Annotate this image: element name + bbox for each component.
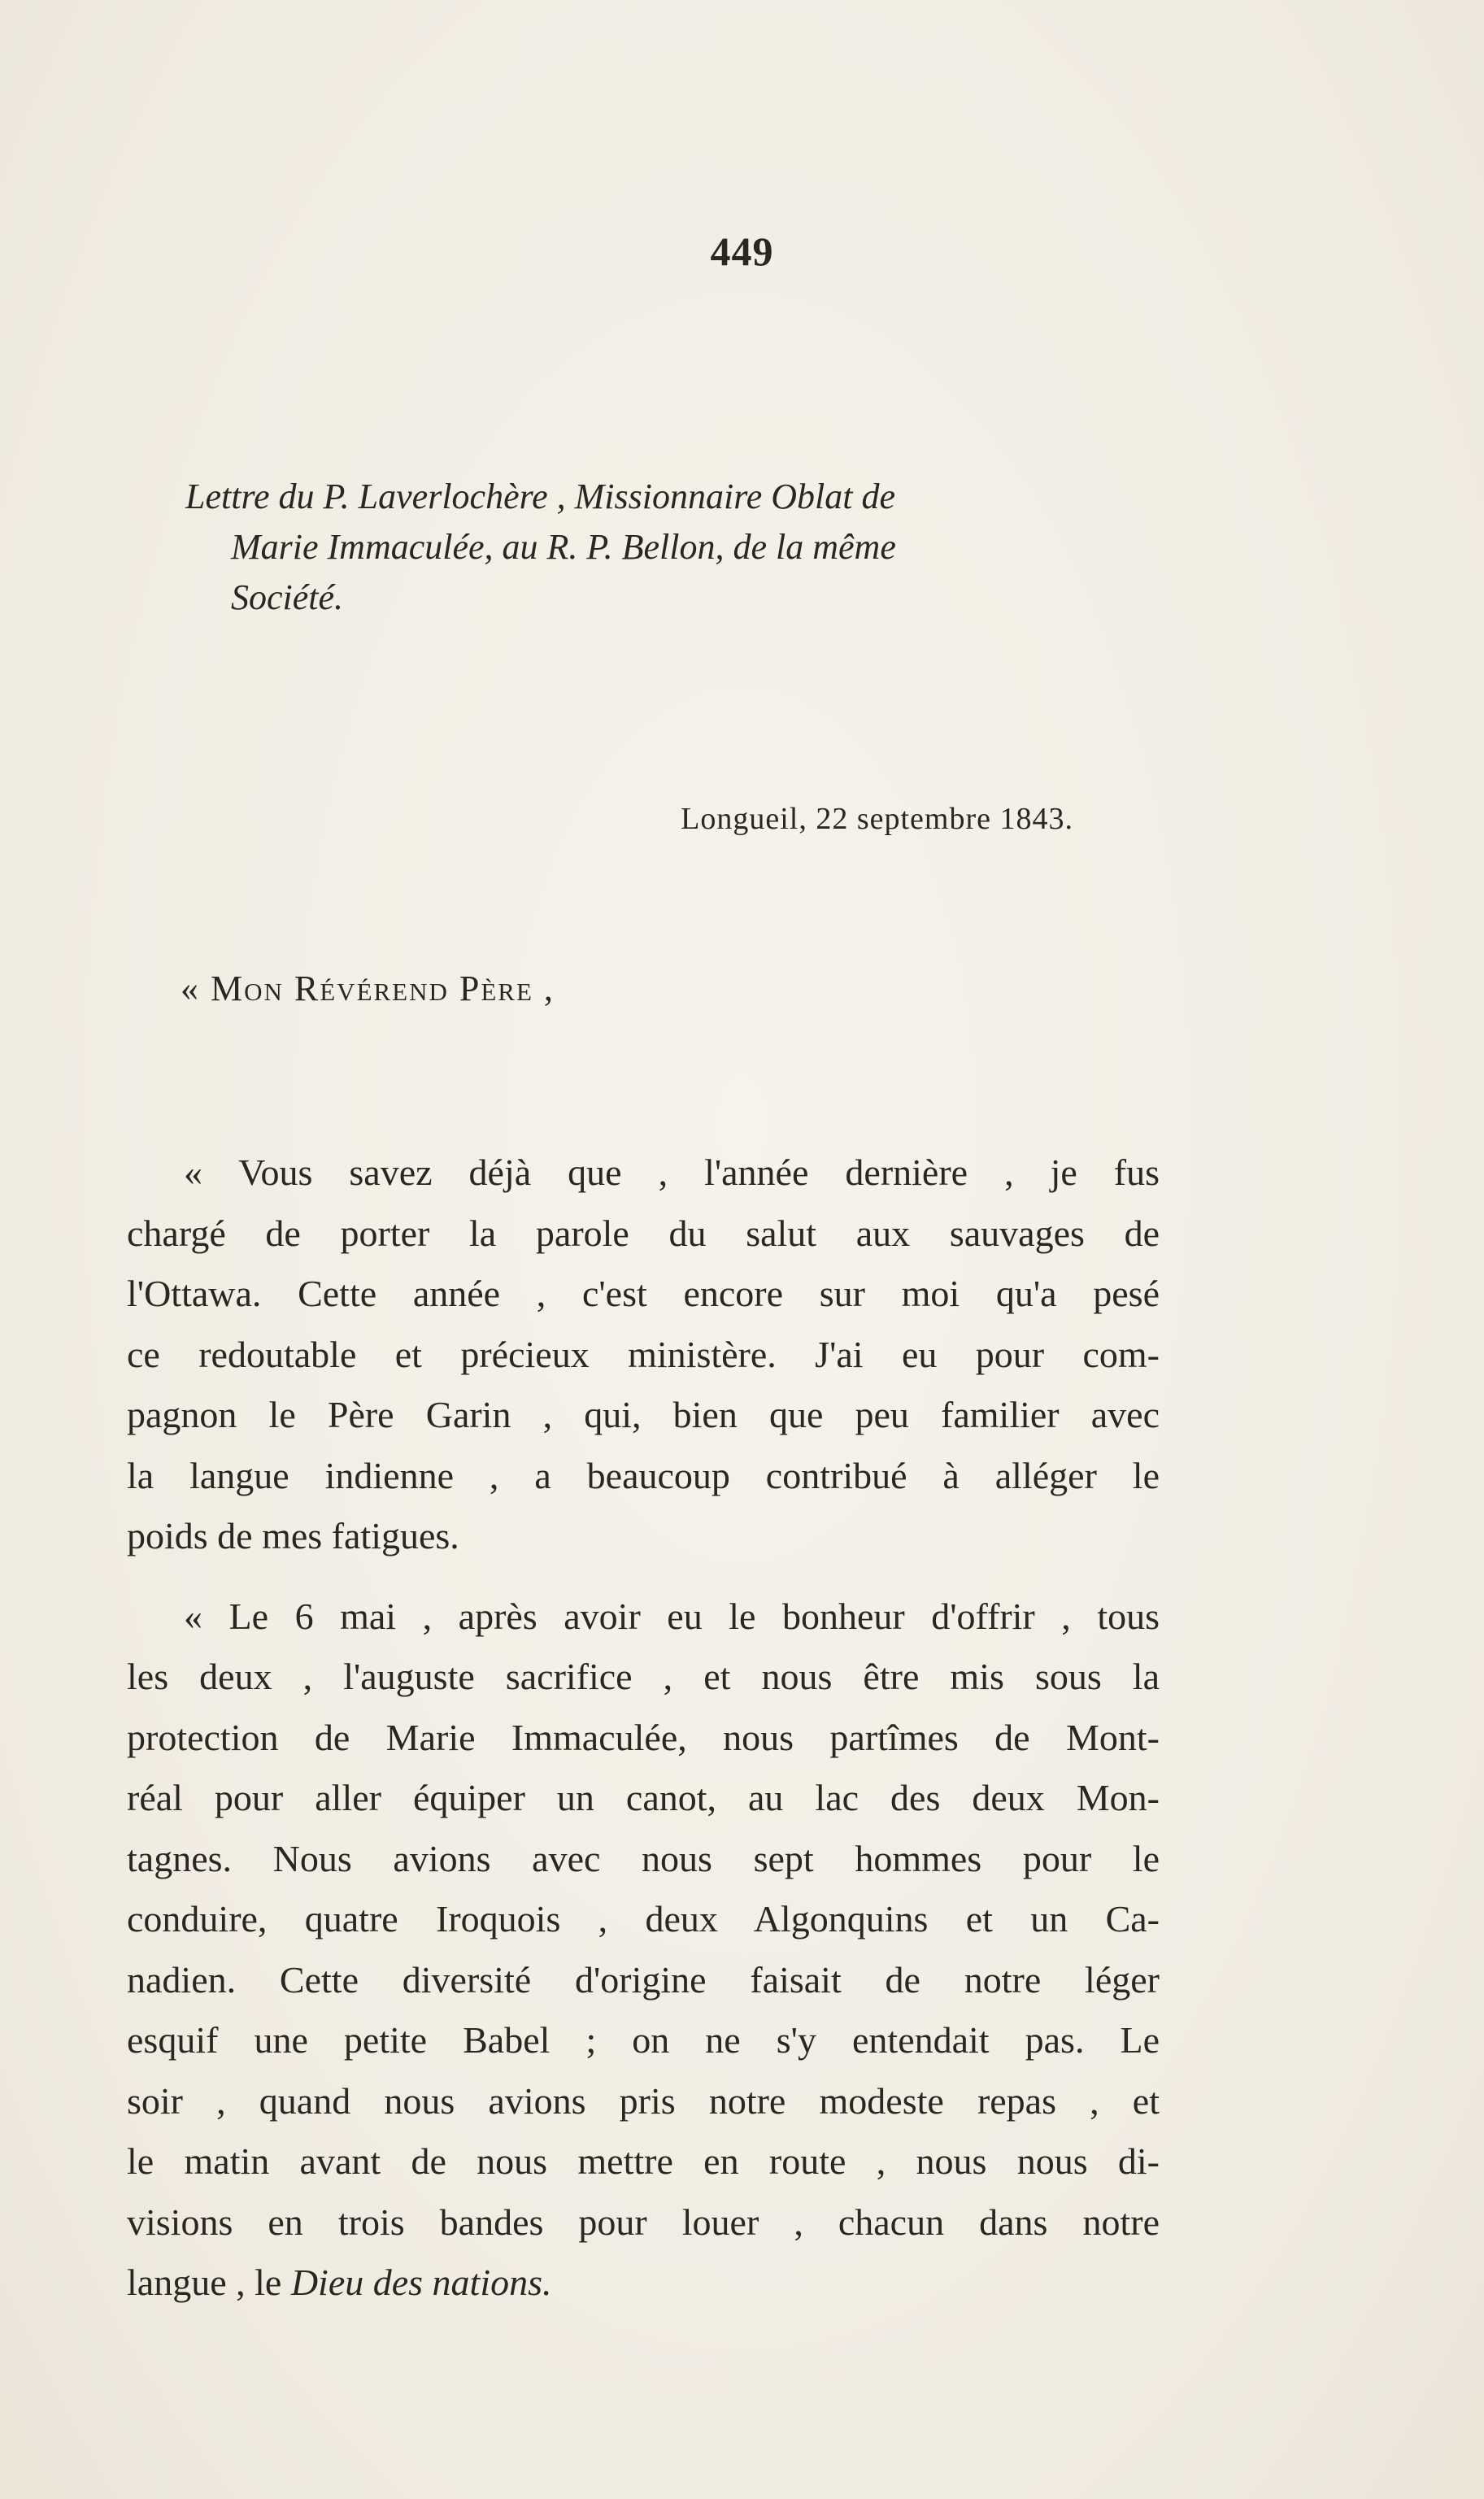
text-line: chargé de porter la parole du salut aux sauvages de xyxy=(127,1212,1160,1254)
italic-phrase: Dieu des nations. xyxy=(290,2262,552,2303)
text-line: l'Ottawa. Cette année , c'est encore sur moi qu'a pesé xyxy=(127,1273,1160,1314)
text-line-prefix: langue , le xyxy=(127,2262,291,2303)
text-line: « Vous savez déjà que , l'année dernière , je fus xyxy=(184,1152,1160,1193)
title-line: Lettre du P. Laverlochère , Missionnaire Oblat de xyxy=(185,477,895,516)
title-line: Société. xyxy=(231,577,344,617)
text-line: réal pour aller équiper un canot, au lac des deux Mon- xyxy=(127,1777,1160,1818)
dateline: Longueil, 22 septembre 1843. xyxy=(681,802,1073,836)
text-line: nadien. Cette diversité d'origine faisait de notre léger xyxy=(127,1958,1160,2001)
letter-title xyxy=(185,472,1145,623)
text-line: conduire, quatre Iroquois , deux Algonquins et un Ca- xyxy=(127,1898,1160,1940)
text-line: protection de Marie Immaculée, nous partîmes de Mont- xyxy=(127,1716,1160,1758)
text-line-final xyxy=(127,2253,1160,2314)
text-line: visions en trois bandes pour louer , chacun dans notre xyxy=(127,2201,1160,2243)
paragraph-gap xyxy=(127,1567,1160,1587)
text-line: les deux , l'auguste sacrifice , et nous être mis sous la xyxy=(127,1656,1160,1697)
text-line: esquif une petite Babel ; on ne s'y entendait pas. Le xyxy=(127,2019,1160,2061)
text-line: tagnes. Nous avions avec nous sept hommes pour le xyxy=(127,1837,1160,1879)
text-line: poids de mes fatigues. xyxy=(127,1515,459,1556)
page-number: 449 xyxy=(710,229,774,274)
text-line: pagnon le Père Garin , qui, bien que peu familier avec xyxy=(127,1394,1160,1435)
text-line: la langue indienne , a beaucoup contribué à alléger le xyxy=(127,1454,1160,1496)
text-line: ce redoutable et précieux ministère. J'ai eu pour com- xyxy=(127,1333,1160,1375)
title-line: Marie Immaculée, au R. P. Bellon, de la même xyxy=(231,527,896,567)
salutation: « Mon Révérend Père , xyxy=(181,969,555,1008)
letter-body xyxy=(127,1143,1160,2314)
text-line: soir , quand nous avions pris notre modeste repas , et xyxy=(127,2079,1160,2122)
text-line: le matin avant de nous mettre en route , nous nous di- xyxy=(127,2140,1160,2182)
text-line: « Le 6 mai , après avoir eu le bonheur d'offrir , tous xyxy=(184,1595,1160,1637)
